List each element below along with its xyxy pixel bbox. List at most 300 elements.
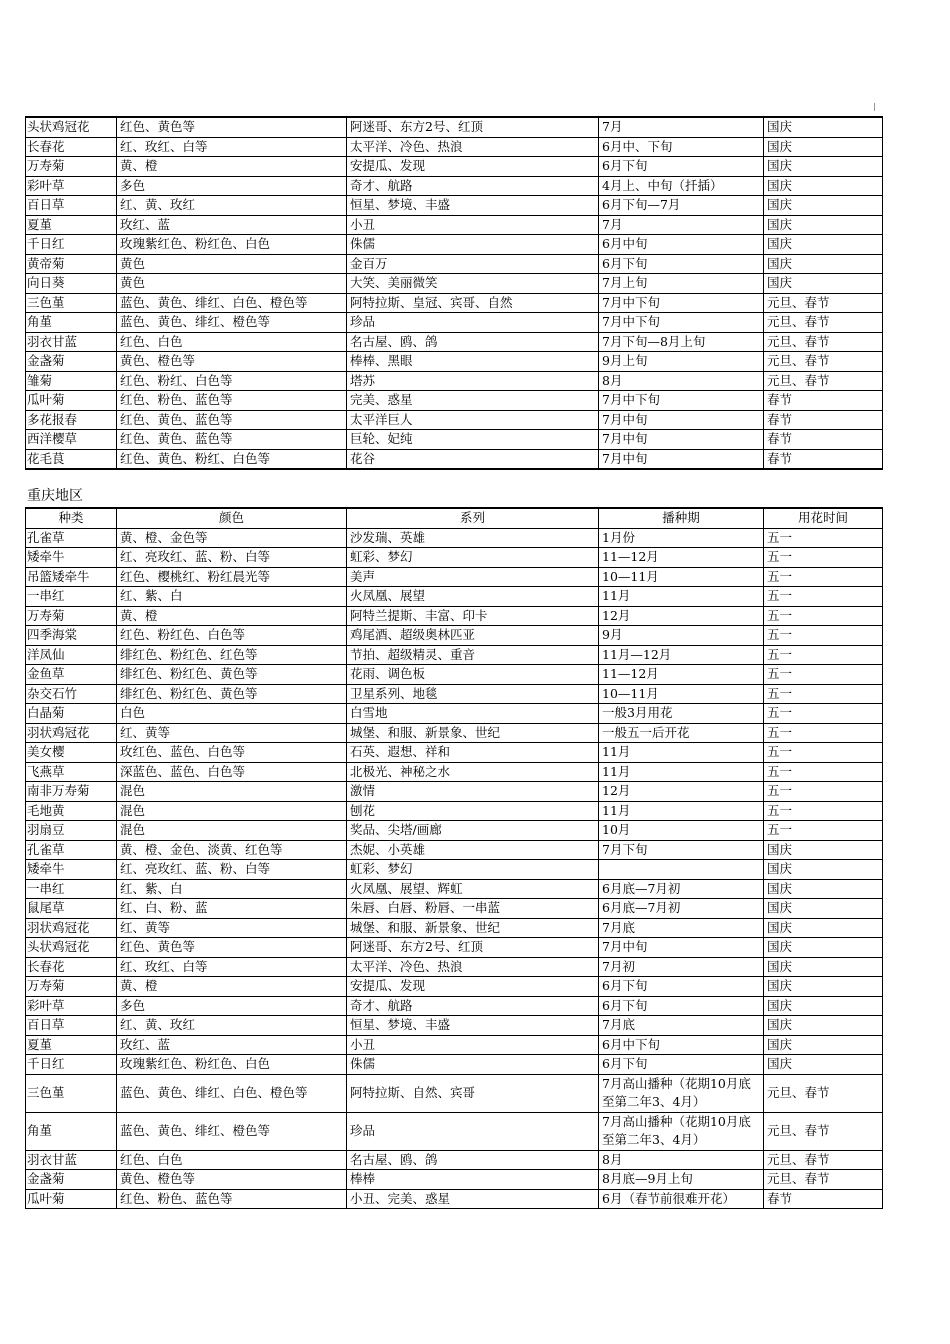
cell-sowing-period: 8月 <box>599 1150 764 1170</box>
cell-use-time: 五一 <box>764 626 883 646</box>
cell-species: 白晶菊 <box>26 704 117 724</box>
cell-series: 金百万 <box>347 254 599 274</box>
cell-sowing-period: 6月底—7月初 <box>599 879 764 899</box>
table-row <box>26 430 883 450</box>
table-row <box>26 879 883 899</box>
cell-use-time: 元旦、春节 <box>764 352 883 372</box>
table-row <box>26 548 883 568</box>
cell-color: 玫瑰紫红色、粉红色、白色 <box>117 235 347 255</box>
cell-sowing-period: 7月下旬—8月上旬 <box>599 332 764 352</box>
cell-sowing-period: 7月中旬 <box>599 410 764 430</box>
cell-sowing-period: 一般五一后开花 <box>599 723 764 743</box>
cell-use-time: 五一 <box>764 567 883 587</box>
table-row <box>26 371 883 391</box>
cell-species: 角堇 <box>26 313 117 333</box>
cell-use-time: 春节 <box>764 391 883 411</box>
cell-color: 红、紫、白 <box>117 587 347 607</box>
cell-species: 羽状鸡冠花 <box>26 918 117 938</box>
cell-color: 红、黄等 <box>117 918 347 938</box>
cell-color: 红色、黄色等 <box>117 117 347 137</box>
cell-sowing-period: 7月高山播种（花期10月底至第二年3、4月） <box>599 1074 764 1112</box>
cell-sowing-period: 7月初 <box>599 957 764 977</box>
cell-sowing-period: 11月—12月 <box>599 645 764 665</box>
table-row <box>26 254 883 274</box>
cell-sowing-period: 11月 <box>599 743 764 763</box>
cell-species: 头状鸡冠花 <box>26 117 117 137</box>
header-series: 系列 <box>347 508 599 528</box>
cell-species: 一串红 <box>26 879 117 899</box>
cell-species: 金盏菊 <box>26 352 117 372</box>
table-row <box>26 743 883 763</box>
table-row <box>26 157 883 177</box>
cell-use-time: 春节 <box>764 430 883 450</box>
cell-use-time: 五一 <box>764 528 883 548</box>
cell-series: 石英、遐想、祥和 <box>347 743 599 763</box>
cell-color: 红色、粉色、蓝色等 <box>117 391 347 411</box>
cell-series: 大笑、美丽微笑 <box>347 274 599 294</box>
cell-use-time: 五一 <box>764 548 883 568</box>
cell-series: 阿特拉斯、皇冠、宾哥、自然 <box>347 293 599 313</box>
cell-sowing-period: 6月下旬 <box>599 157 764 177</box>
cell-series: 安提瓜、发现 <box>347 977 599 997</box>
cell-use-time: 国庆 <box>764 879 883 899</box>
cell-sowing-period: 一般3月用花 <box>599 704 764 724</box>
table-row <box>26 137 883 157</box>
cell-use-time: 国庆 <box>764 215 883 235</box>
table-row <box>26 645 883 665</box>
cell-color: 蓝色、黄色、绯红、橙色等 <box>117 313 347 333</box>
cell-color: 绯红色、粉红色、红色等 <box>117 645 347 665</box>
cell-series: 虹彩、梦幻 <box>347 860 599 880</box>
cell-sowing-period: 7月底 <box>599 918 764 938</box>
cell-species: 三色堇 <box>26 293 117 313</box>
table-row <box>26 1016 883 1036</box>
cell-color: 红色、黄色等 <box>117 938 347 958</box>
cell-sowing-period: 7月底 <box>599 1016 764 1036</box>
cell-use-time: 元旦、春节 <box>764 1170 883 1190</box>
cell-species: 角堇 <box>26 1112 117 1150</box>
cell-series: 棒棒、黑眼 <box>347 352 599 372</box>
table-row <box>26 1150 883 1170</box>
cell-color: 红、亮玫红、蓝、粉、白等 <box>117 860 347 880</box>
cell-species: 南非万寿菊 <box>26 782 117 802</box>
cell-use-time: 国庆 <box>764 196 883 216</box>
cell-color: 红色、黄色、粉红、白色等 <box>117 449 347 469</box>
cell-sowing-period: 9月上旬 <box>599 352 764 372</box>
header-species: 种类 <box>26 508 117 528</box>
cell-series: 阿迷哥、东方2号、红顶 <box>347 938 599 958</box>
cell-sowing-period: 8月 <box>599 371 764 391</box>
cell-color: 蓝色、黄色、绯红、白色、橙色等 <box>117 1074 347 1112</box>
cell-color: 深蓝色、蓝色、白色等 <box>117 762 347 782</box>
cell-color: 红、紫、白 <box>117 879 347 899</box>
cell-series: 小丑 <box>347 1035 599 1055</box>
table-row <box>26 1189 883 1209</box>
cell-use-time: 五一 <box>764 645 883 665</box>
cell-species: 飞燕草 <box>26 762 117 782</box>
table-row <box>26 1035 883 1055</box>
cell-sowing-period: 6月（春节前很难开花） <box>599 1189 764 1209</box>
cell-series: 沙发瑞、英雄 <box>347 528 599 548</box>
table-row <box>26 977 883 997</box>
cell-series: 奇才、航路 <box>347 996 599 1016</box>
cell-species: 长春花 <box>26 957 117 977</box>
cell-use-time: 五一 <box>764 606 883 626</box>
cell-sowing-period: 9月 <box>599 626 764 646</box>
cell-color: 红、白、粉、蓝 <box>117 899 347 919</box>
cell-species: 三色堇 <box>26 1074 117 1112</box>
cell-use-time: 春节 <box>764 1189 883 1209</box>
cell-use-time: 元旦、春节 <box>764 293 883 313</box>
table-row <box>26 274 883 294</box>
cell-use-time: 国庆 <box>764 899 883 919</box>
cell-color: 黄、橙、金色、淡黄、红色等 <box>117 840 347 860</box>
page-corner-mark <box>874 103 875 111</box>
cell-color: 红色、粉红色、白色等 <box>117 626 347 646</box>
cell-sowing-period: 7月上旬 <box>599 274 764 294</box>
cell-sowing-period: 11月 <box>599 801 764 821</box>
cell-color: 多色 <box>117 176 347 196</box>
cell-use-time: 国庆 <box>764 235 883 255</box>
cell-sowing-period: 6月中下旬 <box>599 1035 764 1055</box>
cell-sowing-period: 6月中旬 <box>599 235 764 255</box>
cell-use-time: 春节 <box>764 449 883 469</box>
cell-color: 混色 <box>117 821 347 841</box>
cell-series: 鸡尾酒、超级奥林匹亚 <box>347 626 599 646</box>
cell-color: 红色、樱桃红、粉红晨光等 <box>117 567 347 587</box>
cell-use-time: 五一 <box>764 665 883 685</box>
cell-series: 安提瓜、发现 <box>347 157 599 177</box>
cell-series: 火凤凰、展望、辉虹 <box>347 879 599 899</box>
cell-species: 洋凤仙 <box>26 645 117 665</box>
cell-color: 玫红、蓝 <box>117 1035 347 1055</box>
cell-series: 珍品 <box>347 1112 599 1150</box>
table-row <box>26 606 883 626</box>
cell-series: 北极光、神秘之水 <box>347 762 599 782</box>
cell-color: 黄、橙、金色等 <box>117 528 347 548</box>
table-row <box>26 723 883 743</box>
cell-use-time: 国庆 <box>764 1016 883 1036</box>
cell-color: 红色、白色 <box>117 332 347 352</box>
table-row <box>26 1055 883 1075</box>
cell-sowing-period: 11—12月 <box>599 665 764 685</box>
cell-use-time: 五一 <box>764 762 883 782</box>
cell-sowing-period: 6月下旬 <box>599 977 764 997</box>
cell-sowing-period: 10月 <box>599 821 764 841</box>
cell-species: 四季海棠 <box>26 626 117 646</box>
cell-use-time: 国庆 <box>764 1055 883 1075</box>
cell-sowing-period: 6月下旬—7月 <box>599 196 764 216</box>
cell-color: 混色 <box>117 782 347 802</box>
cell-series: 太平洋、冷色、热浪 <box>347 957 599 977</box>
cell-species: 金盏菊 <box>26 1170 117 1190</box>
cell-color: 玫瑰紫红色、粉红色、白色 <box>117 1055 347 1075</box>
cell-use-time: 春节 <box>764 410 883 430</box>
cell-series: 白雪地 <box>347 704 599 724</box>
cell-series: 珍品 <box>347 313 599 333</box>
cell-color: 玫红色、蓝色、白色等 <box>117 743 347 763</box>
table-row <box>26 410 883 430</box>
cell-use-time: 国庆 <box>764 840 883 860</box>
cell-use-time: 国庆 <box>764 157 883 177</box>
cell-use-time: 元旦、春节 <box>764 313 883 333</box>
header-use-time: 用花时间 <box>764 508 883 528</box>
table-row <box>26 918 883 938</box>
table-row <box>26 821 883 841</box>
cell-color: 红、黄等 <box>117 723 347 743</box>
cell-color: 绯红色、粉红色、黄色等 <box>117 665 347 685</box>
flower-table-chongqing <box>25 507 883 1209</box>
cell-color: 黄色、橙色等 <box>117 352 347 372</box>
table-row <box>26 215 883 235</box>
cell-sowing-period <box>599 860 764 880</box>
cell-species: 鼠尾草 <box>26 899 117 919</box>
table-row <box>26 391 883 411</box>
cell-species: 万寿菊 <box>26 157 117 177</box>
table-row <box>26 840 883 860</box>
cell-use-time: 元旦、春节 <box>764 1112 883 1150</box>
cell-use-time: 五一 <box>764 821 883 841</box>
table-row <box>26 684 883 704</box>
section-title-chongqing: 重庆地区 <box>27 488 83 504</box>
cell-color: 红、玫红、白等 <box>117 957 347 977</box>
cell-use-time: 国庆 <box>764 1035 883 1055</box>
flower-table-chongqing-body <box>26 528 883 1209</box>
cell-series: 侏儒 <box>347 235 599 255</box>
table-row <box>26 1112 883 1150</box>
table-row <box>26 567 883 587</box>
cell-use-time: 五一 <box>764 587 883 607</box>
cell-series: 虹彩、梦幻 <box>347 548 599 568</box>
cell-sowing-period: 11月 <box>599 587 764 607</box>
cell-use-time: 五一 <box>764 723 883 743</box>
table-row <box>26 587 883 607</box>
cell-sowing-period: 6月下旬 <box>599 996 764 1016</box>
cell-color: 红、黄、玫红 <box>117 1016 347 1036</box>
cell-use-time: 国庆 <box>764 977 883 997</box>
cell-species: 毛地黄 <box>26 801 117 821</box>
cell-series: 塔苏 <box>347 371 599 391</box>
cell-color: 蓝色、黄色、绯红、橙色等 <box>117 1112 347 1150</box>
cell-series: 城堡、和服、新景象、世纪 <box>347 918 599 938</box>
table-row <box>26 762 883 782</box>
table-row <box>26 196 883 216</box>
table-row <box>26 704 883 724</box>
table-row <box>26 235 883 255</box>
cell-species: 羽衣甘蓝 <box>26 1150 117 1170</box>
cell-series: 美声 <box>347 567 599 587</box>
cell-color: 红色、黄色、蓝色等 <box>117 410 347 430</box>
cell-species: 百日草 <box>26 1016 117 1036</box>
cell-species: 雏菊 <box>26 371 117 391</box>
cell-color: 多色 <box>117 996 347 1016</box>
cell-series: 激情 <box>347 782 599 802</box>
cell-sowing-period: 7月中旬 <box>599 449 764 469</box>
table-row <box>26 449 883 469</box>
cell-series: 阿特拉斯、自然、宾哥 <box>347 1074 599 1112</box>
cell-color: 玫红、蓝 <box>117 215 347 235</box>
cell-color: 白色 <box>117 704 347 724</box>
cell-sowing-period: 12月 <box>599 782 764 802</box>
cell-use-time: 国庆 <box>764 957 883 977</box>
cell-species: 羽扇豆 <box>26 821 117 841</box>
cell-species: 万寿菊 <box>26 977 117 997</box>
cell-color: 红色、粉红、白色等 <box>117 371 347 391</box>
table-row <box>26 626 883 646</box>
header-sowing: 播种期 <box>599 508 764 528</box>
cell-use-time: 国庆 <box>764 274 883 294</box>
cell-color: 混色 <box>117 801 347 821</box>
table-row <box>26 938 883 958</box>
cell-species: 吊篮矮牵牛 <box>26 567 117 587</box>
cell-series: 杰妮、小英雄 <box>347 840 599 860</box>
cell-color: 蓝色、黄色、绯红、白色、橙色等 <box>117 293 347 313</box>
table-row <box>26 293 883 313</box>
flower-table-1-body <box>26 117 883 469</box>
cell-species: 向日葵 <box>26 274 117 294</box>
cell-species: 西洋樱草 <box>26 430 117 450</box>
cell-sowing-period: 1月份 <box>599 528 764 548</box>
cell-use-time: 元旦、春节 <box>764 1150 883 1170</box>
table-row <box>26 957 883 977</box>
cell-series: 刨花 <box>347 801 599 821</box>
table-row <box>26 117 883 137</box>
cell-sowing-period: 7月高山播种（花期10月底至第二年3、4月） <box>599 1112 764 1150</box>
cell-series: 恒星、梦境、丰盛 <box>347 196 599 216</box>
cell-species: 夏堇 <box>26 215 117 235</box>
cell-color: 黄、橙 <box>117 157 347 177</box>
cell-color: 黄色 <box>117 254 347 274</box>
cell-series: 奖品、尖塔/画廊 <box>347 821 599 841</box>
cell-series: 城堡、和服、新景象、世纪 <box>347 723 599 743</box>
cell-species: 头状鸡冠花 <box>26 938 117 958</box>
cell-series: 名古屋、鸥、鸽 <box>347 332 599 352</box>
cell-species: 千日红 <box>26 235 117 255</box>
cell-color: 红色、黄色、蓝色等 <box>117 430 347 450</box>
cell-sowing-period: 11—12月 <box>599 548 764 568</box>
cell-color: 红色、白色 <box>117 1150 347 1170</box>
cell-series: 阿迷哥、东方2号、红顶 <box>347 117 599 137</box>
cell-use-time: 国庆 <box>764 860 883 880</box>
table-row <box>26 996 883 1016</box>
cell-use-time: 五一 <box>764 782 883 802</box>
cell-species: 杂交石竹 <box>26 684 117 704</box>
cell-species: 羽状鸡冠花 <box>26 723 117 743</box>
cell-species: 百日草 <box>26 196 117 216</box>
cell-sowing-period: 10—11月 <box>599 684 764 704</box>
cell-species: 一串红 <box>26 587 117 607</box>
cell-series: 完美、惑星 <box>347 391 599 411</box>
cell-color: 黄色 <box>117 274 347 294</box>
cell-series: 侏儒 <box>347 1055 599 1075</box>
cell-sowing-period: 7月 <box>599 215 764 235</box>
cell-color: 红、亮玫红、蓝、粉、白等 <box>117 548 347 568</box>
table-row <box>26 782 883 802</box>
cell-use-time: 元旦、春节 <box>764 1074 883 1112</box>
cell-species: 彩叶草 <box>26 176 117 196</box>
cell-species: 美女樱 <box>26 743 117 763</box>
cell-use-time: 国庆 <box>764 176 883 196</box>
cell-species: 千日红 <box>26 1055 117 1075</box>
cell-sowing-period: 8月底—9月上旬 <box>599 1170 764 1190</box>
cell-color: 红、玫红、白等 <box>117 137 347 157</box>
cell-sowing-period: 6月下旬 <box>599 254 764 274</box>
cell-species: 黄帝菊 <box>26 254 117 274</box>
cell-species: 彩叶草 <box>26 996 117 1016</box>
cell-sowing-period: 7月中下旬 <box>599 293 764 313</box>
cell-species: 孔雀草 <box>26 840 117 860</box>
cell-sowing-period: 6月下旬 <box>599 1055 764 1075</box>
table-row <box>26 313 883 333</box>
cell-use-time: 元旦、春节 <box>764 371 883 391</box>
cell-use-time: 国庆 <box>764 996 883 1016</box>
cell-series: 棒棒 <box>347 1170 599 1190</box>
cell-species: 羽衣甘蓝 <box>26 332 117 352</box>
cell-color: 黄色、橙色等 <box>117 1170 347 1190</box>
table-row <box>26 665 883 685</box>
cell-color: 红色、粉色、蓝色等 <box>117 1189 347 1209</box>
cell-use-time: 国庆 <box>764 938 883 958</box>
cell-series: 巨轮、妃纯 <box>347 430 599 450</box>
cell-series: 花谷 <box>347 449 599 469</box>
cell-color: 黄、橙 <box>117 606 347 626</box>
cell-series: 花雨、调色板 <box>347 665 599 685</box>
cell-use-time: 元旦、春节 <box>764 332 883 352</box>
cell-series: 小丑 <box>347 215 599 235</box>
cell-sowing-period: 7月中旬 <box>599 430 764 450</box>
cell-use-time: 国庆 <box>764 918 883 938</box>
cell-sowing-period: 4月上、中旬（扦插） <box>599 176 764 196</box>
cell-sowing-period: 6月底—7月初 <box>599 899 764 919</box>
cell-series: 太平洋、冷色、热浪 <box>347 137 599 157</box>
flower-table-1 <box>25 116 883 470</box>
cell-species: 金鱼草 <box>26 665 117 685</box>
cell-series: 朱唇、白唇、粉唇、一串蓝 <box>347 899 599 919</box>
table-header-row <box>26 508 883 528</box>
cell-sowing-period: 7月中下旬 <box>599 391 764 411</box>
table-row <box>26 1170 883 1190</box>
cell-use-time: 五一 <box>764 684 883 704</box>
cell-use-time: 国庆 <box>764 137 883 157</box>
cell-sowing-period: 7月 <box>599 117 764 137</box>
cell-color: 黄、橙 <box>117 977 347 997</box>
cell-species: 夏堇 <box>26 1035 117 1055</box>
cell-series: 小丑、完美、惑星 <box>347 1189 599 1209</box>
cell-series: 火凤凰、展望 <box>347 587 599 607</box>
cell-use-time: 国庆 <box>764 117 883 137</box>
table-row <box>26 899 883 919</box>
table-row <box>26 801 883 821</box>
cell-use-time: 五一 <box>764 801 883 821</box>
cell-species: 瓜叶菊 <box>26 391 117 411</box>
cell-species: 长春花 <box>26 137 117 157</box>
cell-species: 花毛茛 <box>26 449 117 469</box>
cell-series: 奇才、航路 <box>347 176 599 196</box>
cell-species: 万寿菊 <box>26 606 117 626</box>
cell-use-time: 国庆 <box>764 254 883 274</box>
cell-use-time: 五一 <box>764 743 883 763</box>
cell-series: 恒星、梦境、丰盛 <box>347 1016 599 1036</box>
cell-sowing-period: 7月中下旬 <box>599 313 764 333</box>
cell-series: 太平洋巨人 <box>347 410 599 430</box>
table-row <box>26 332 883 352</box>
cell-species: 矮牵牛 <box>26 548 117 568</box>
table-row <box>26 528 883 548</box>
cell-sowing-period: 10—11月 <box>599 567 764 587</box>
cell-species: 多花报春 <box>26 410 117 430</box>
table-row <box>26 1074 883 1112</box>
cell-series: 卫星系列、地毯 <box>347 684 599 704</box>
